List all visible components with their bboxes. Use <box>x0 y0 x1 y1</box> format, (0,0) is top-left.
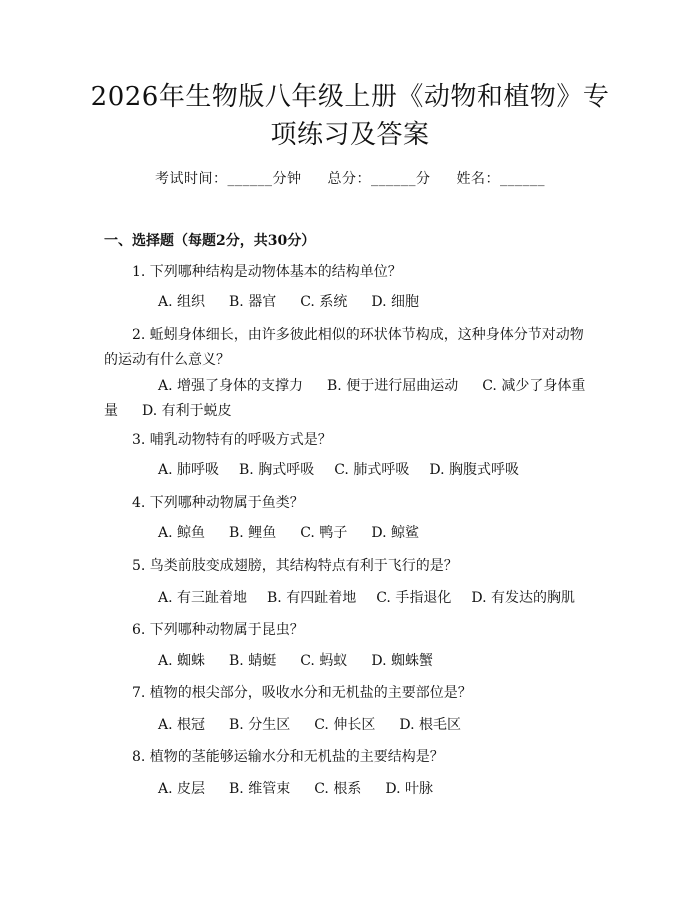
question-3-options <box>158 458 519 483</box>
option-b: B. 便于进行屈曲运动 <box>327 378 459 394</box>
question-stem: 8. 植物的茎能够运输水分和无机盐的主要结构是？ <box>132 749 444 765</box>
question-stem: 6. 下列哪种动物属于昆虫？ <box>132 622 304 638</box>
option-b: B. 器官 <box>229 294 277 310</box>
option-d: D. 有利于蜕皮 <box>142 403 232 419</box>
option-b: B. 维管束 <box>229 781 291 797</box>
option-c: C. 系统 <box>300 294 348 310</box>
option-b: B. 分生区 <box>229 717 291 733</box>
total-score: 总分：______分 <box>327 171 431 187</box>
option-a: A. 增强了身体的支撑力 <box>158 378 304 394</box>
option-c: C. 减少了身体重量 <box>104 378 586 419</box>
option-a: A. 根冠 <box>158 717 206 733</box>
question-2-options <box>104 374 594 424</box>
option-a: A. 组织 <box>158 294 206 310</box>
question-4 <box>104 491 594 516</box>
option-c: C. 伸长区 <box>314 717 376 733</box>
option-c: C. 蚂蚁 <box>300 653 348 669</box>
question-stem: 4. 下列哪种动物属于鱼类？ <box>132 495 304 511</box>
question-1 <box>104 260 594 285</box>
question-3 <box>104 428 594 453</box>
option-c: C. 手指退化 <box>376 590 452 606</box>
option-a: A. 皮层 <box>158 781 206 797</box>
question-7 <box>104 681 594 706</box>
option-c: C. 肺式呼吸 <box>334 462 410 478</box>
question-5-options <box>158 586 575 611</box>
option-a: A. 有三趾着地 <box>158 590 248 606</box>
option-a: A. 鲸鱼 <box>158 525 206 541</box>
student-name: 姓名：______ <box>456 171 545 187</box>
option-d: D. 蜘蛛蟹 <box>371 653 433 669</box>
question-2 <box>104 323 594 373</box>
option-c: C. 根系 <box>314 781 362 797</box>
option-d: D. 有发达的胸肌 <box>471 590 575 606</box>
option-d: D. 叶脉 <box>385 781 433 797</box>
question-7-options <box>158 713 461 738</box>
option-d: D. 鲸鲨 <box>371 525 419 541</box>
exam-info <box>0 168 700 188</box>
question-6 <box>104 618 594 643</box>
title-line-2: 项练习及答案 <box>270 120 430 150</box>
question-stem: 3. 哺乳动物特有的呼吸方式是？ <box>132 432 332 448</box>
option-c: C. 鸭子 <box>300 525 348 541</box>
option-b: B. 胸式呼吸 <box>239 462 315 478</box>
option-d: D. 胸腹式呼吸 <box>429 462 519 478</box>
option-a: A. 蜘蛛 <box>158 653 206 669</box>
section-heading: 一、选择题（每题2分，共30分） <box>104 233 316 249</box>
title-line-1: 2026年生物版八年级上册《动物和植物》专 <box>90 82 610 112</box>
question-5 <box>104 554 594 579</box>
question-stem: 1. 下列哪种结构是动物体基本的结构单位？ <box>132 264 402 280</box>
option-b: B. 鲤鱼 <box>229 525 277 541</box>
question-stem: 7. 植物的根尖部分，吸收水分和无机盐的主要部位是？ <box>132 685 472 701</box>
question-8 <box>104 745 594 770</box>
question-stem: 2. 蚯蚓身体细长，由许多彼此相似的环状体节构成，这种身体分节对动物的运动有什么意义？ <box>104 327 584 368</box>
question-stem: 5. 鸟类前肢变成翅膀，其结构特点有利于飞行的是？ <box>132 558 458 574</box>
option-b: B. 蜻蜓 <box>229 653 277 669</box>
question-1-options <box>158 290 419 315</box>
option-d: D. 根毛区 <box>399 717 461 733</box>
document-title <box>70 78 630 154</box>
question-4-options <box>158 521 419 546</box>
option-b: B. 有四趾着地 <box>267 590 357 606</box>
question-6-options <box>158 649 433 674</box>
option-a: A. 肺呼吸 <box>158 462 220 478</box>
option-d: D. 细胞 <box>371 294 419 310</box>
exam-time: 考试时间：______分钟 <box>155 171 302 187</box>
question-8-options <box>158 777 433 802</box>
